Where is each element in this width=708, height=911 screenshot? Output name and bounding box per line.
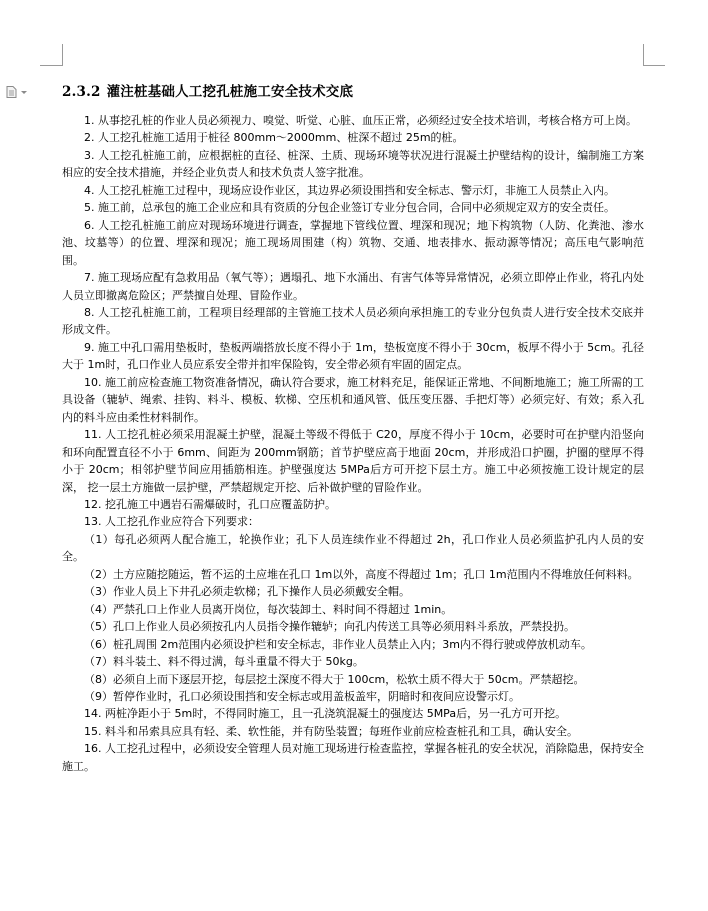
crop-mark-top-right-horizontal [643,65,665,66]
chevron-down-icon [21,91,27,94]
crop-mark-top-left-vertical [62,44,63,66]
paragraph: 4. 人工挖孔桩施工过程中，现场应设作业区，其边界必须设围挡和安全标志、警示灯，非施工人员禁止入内。 [84,183,615,197]
sub-item: （5）孔口上作业人员必须按孔内人员指令操作辘轳；向孔内传送工具等必须用料斗系放，严禁投扔。 [84,620,575,634]
paragraph: 12. 挖孔施工中遇岩石需爆破时，孔口应覆盖防护。 [84,497,336,511]
section-number: 2.3.2 [62,84,101,100]
paragraph: 8. 人工挖孔桩施工前，工程项目经理部的主管施工技术人员必须向承担施工的专业分包负责人进行安全技术交底并形成文件。 [62,305,644,337]
sub-item: （1）每孔必须两人配合施工，轮换作业；孔下人员连续作业不得超过 2h，孔口作业人员必须监护孔内人员的安全。 [62,532,644,564]
paragraph: 13. 人工挖孔作业应符合下列要求： [84,515,259,529]
paragraph: 6. 人工挖孔桩施工前应对现场环境进行调查，掌握地下管线位置、埋深和现况；地下构筑物（人防、化粪池、渗水池、坟墓等）的位置、埋深和现况；施工现场周围建（构）筑物、交通、地表排水、振动源等情况；高压电气影响范围。 [62,218,644,267]
sub-item: （2）土方应随挖随运，暂不运的土应堆在孔口 1m以外，高度不得超过 1m；孔口 1m范围内不得堆放任何料料。 [84,567,639,581]
paragraph: 16. 人工挖孔过程中，必须设安全管理人员对施工现场进行检查监控，掌握各桩孔的安全状况，消除隐患，保持安全施工。 [62,742,644,773]
crop-mark-top-left-horizontal [40,65,63,66]
sub-item: （4）严禁孔口上作业人员离开岗位，每次装卸土、料时间不得超过 1min。 [84,602,453,616]
paragraph: 15. 料斗和吊索具应具有轻、柔、软性能，并有防坠装置；每班作业前应检查桩孔和工具，确认安全。 [84,724,578,738]
paragraph: 7. 施工现场应配有急救用品（氧气等）；遇塌孔、地下水涌出、有害气体等异常情况，必须立即停止作业，将孔内处人员立即撤离危险区；严禁擅自处理、冒险作业。 [62,271,644,302]
paragraph: 2. 人工挖孔桩施工适用于桩径 800mm～2000mm、桩深不超过 25m的桩。 [84,131,464,145]
paragraph: 10. 施工前应检查施工物资准备情况，确认符合要求，施工材料充足，能保证正常地、不间断地施工；施工所需的工具设备（辘轳、绳索、挂钩、料斗、模板、软梯、空压机和通风管、低压变压器、手把灯等）必须完好、有效；系入孔内的料斗应由柔性材料制作。 [62,375,644,424]
paragraph: 5. 施工前，总承包的施工企业应和具有资质的分包企业签订专业分包合同，合同中必须规定双方的安全责任。 [84,201,615,215]
sub-item: （7）料斗装土、料不得过满，每斗重量不得大于 50kg。 [84,655,364,669]
paragraph: 14. 两桩净距小于 5m时，不得同时施工，且一孔浇筑混凝土的强度达 5MPa后，另一孔方可开挖。 [84,707,567,721]
paragraph: 11. 人工挖孔桩必须采用混凝土护壁，混凝土等级不得低于 C20，厚度不得小于 10cm，必要时可在护壁内沿竖向和环向配置直径不小于 6mm、间距为 200mm钢筋；首节护壁应高于地面 20cm，并形成沿口护圈，护圈的壁厚不得小于 20cm；相邻护壁节间应用插筋相连。护壁强度达 5MPa后方可开挖下层土方。施工中必须按施工设计规定的层深， 挖一层土方施做一层护壁，严禁超规定开挖、后补做护壁的冒险作业。 [62,428,644,494]
sub-item: （8）必须自上而下逐层开挖，每层挖土深度不得大于 100cm，松软土质不得大于 50cm。严禁超挖。 [84,672,585,686]
paragraph: 9. 施工中孔口需用垫板时，垫板两端搭放长度不得小于 1m，垫板宽度不得小于 30cm，板厚不得小于 5cm。孔径大于 1m时，孔口作业人员应系安全带并扣牢保险钩，安全带必须有牢固的固定点。 [62,340,644,372]
sub-item: （9）暂停作业时，孔口必须设围挡和安全标志或用盖板盖牢，阴暗时和夜间应设警示灯。 [84,689,520,703]
crop-mark-top-right-vertical [643,44,644,66]
sub-item: （6）桩孔周围 2m范围内必须设护栏和安全标志，非作业人员禁止入内；3m内不得行驶或停放机动车。 [84,637,592,651]
paragraph: 1. 从事挖孔桩的作业人员必须视力、嗅觉、听觉、心脏、血压正常，必须经过安全技术培训，考核合格方可上岗。 [84,114,637,127]
section-title: 灌注桩基础人工挖孔桩施工安全技术交底 [106,84,354,100]
section-heading [62,80,353,100]
sub-item: （3）作业人员上下井孔必须走软梯；孔下操作人员必须戴安全帽。 [84,585,410,599]
document-icon[interactable] [6,83,28,95]
document-body [62,112,644,775]
paragraph: 3. 人工挖孔桩施工前，应根据桩的直径、桩深、土质、现场环境等状况进行混凝土护壁结构的设计，编制施工方案相应的安全技术措施，并经企业负责人和技术负责人签字批准。 [62,148,644,180]
